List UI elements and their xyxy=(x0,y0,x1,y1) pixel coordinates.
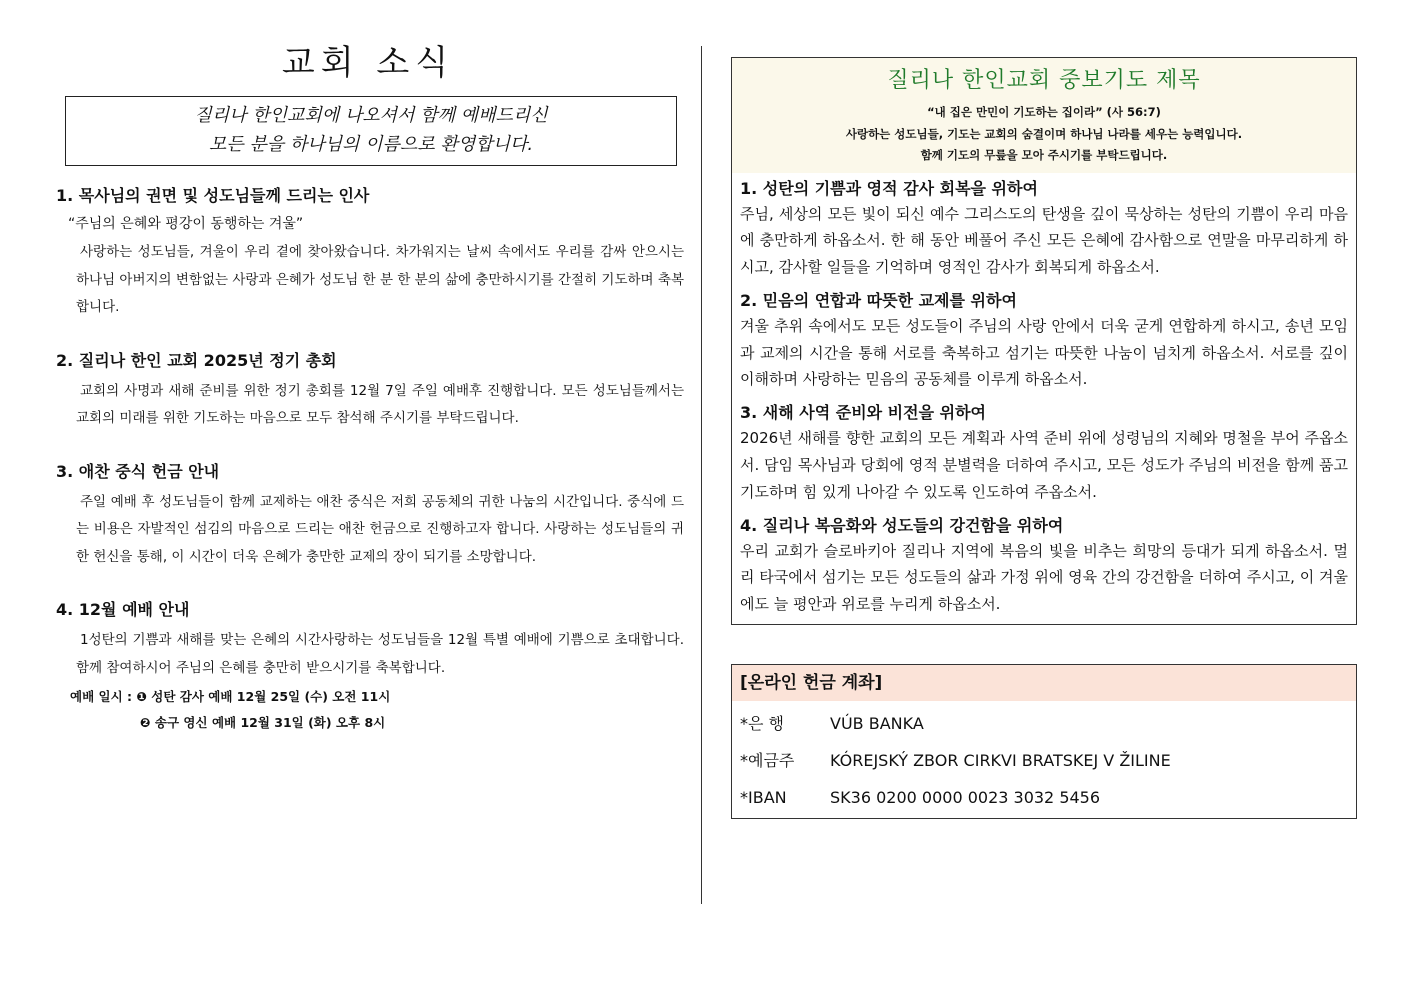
bank-value: KÓREJSKÝ ZBOR CIRKVI BRATSKEJ V ŽILINE xyxy=(830,751,1171,771)
bank-row-bank xyxy=(740,705,1348,742)
schedule-line: ❷ 송구 영신 예배 12월 31일 (화) 오후 8시 xyxy=(140,715,386,730)
worship-schedule xyxy=(52,684,684,736)
bank-value: SK36 0200 0000 0023 3032 5456 xyxy=(830,788,1101,808)
prayer-body: 2026년 새해를 향한 교회의 모든 계획과 사역 준비 위에 성령님의 지혜와 명철을 부어 주옵소서. 담임 목사님과 당회에 영적 분별력을 더하여 주시고, 모든 성도가 주님의 비전을 함께 품고 기도하며 힘 있게 나아갈 수 있도록 인도하여 주옵소서. xyxy=(740,429,1348,501)
prayer-body: 겨울 추위 속에서도 모든 성도들이 주님의 사랑 안에서 더욱 굳게 연합하게 하시고, 송년 모임과 교제의 시간을 통해 서로를 축복하고 섬기는 따뜻한 나눔이 넘치게 하옵소서. 서로를 깊이 이해하며 사랑하는 믿음의 공동체를 이루게 하옵소서. xyxy=(740,316,1348,389)
bank-row-holder xyxy=(740,742,1348,779)
welcome-line: 질리나 한인교회에 나오셔서 함께 예배드리신 xyxy=(194,105,548,126)
welcome-box xyxy=(65,96,677,166)
notice-heading: 3. 애찬 중식 헌금 안내 xyxy=(56,461,220,481)
notice-heading: 1. 목사님의 권면 및 성도님들께 드리는 인사 xyxy=(56,186,370,205)
bank-value: VÚB BANKA xyxy=(830,714,924,734)
prayer-intro-line: “내 집은 만민이 기도하는 집이라” (사 56:7) xyxy=(927,105,1161,119)
notice-body: 주일 예배 후 성도님들이 함께 교제하는 애찬 중식은 저희 공동체의 귀한 나눔의 시간입니다. 중식에 드는 비용은 자발적인 섬김의 마음으로 드리는 애찬 헌금으로 진행하고자 합니다. 사랑하는 성도님들의 귀한 헌신을 통해, 이 시간이 더욱 은혜가 충만한 교제의 장이 되기를 소망합니다. xyxy=(76,493,684,565)
prayer-body: 우리 교회가 슬로바키아 질리나 지역에 복음의 빛을 비추는 희망의 등대가 되게 하옵소서. 멀리 타국에서 섬기는 모든 성도들의 삶과 가정 위에 영육 간의 강건함을 더하여 주시고, 이 겨울에도 늘 평안과 위로를 누리게 하옵소서. xyxy=(740,541,1348,614)
notice-1 xyxy=(52,185,684,322)
prayer-body: 주님, 세상의 모든 빛이 되신 예수 그리스도의 탄생을 깊이 묵상하는 성탄의 기쁨이 우리 마음에 충만하게 하옵소서. 한 해 동안 베풀어 주신 모든 은혜에 감사함으로 연말을 마무리하게 하시고, 감사할 일들을 기억하며 영적인 감사가 회복되게 하옵소서. xyxy=(740,204,1348,277)
prayer-heading: 1. 성탄의 기쁨과 영적 감사 회복을 위하여 xyxy=(740,178,1038,198)
bank-row-iban xyxy=(740,779,1348,816)
bank-details xyxy=(732,701,1356,818)
page-title: 교회 소식 xyxy=(281,43,455,83)
prayer-item xyxy=(740,401,1348,505)
prayer-list xyxy=(732,173,1356,625)
notice-2 xyxy=(52,350,684,433)
notice-3 xyxy=(52,461,684,572)
prayer-heading: 3. 새해 사역 준비와 비전을 위하여 xyxy=(740,403,986,423)
notice-heading: 2. 질리나 한인 교회 2025년 정기 총회 xyxy=(56,350,337,370)
prayer-intro-line: 함께 기도의 무릎을 모아 주시기를 부탁드립니다. xyxy=(920,148,1168,162)
bank-label: *IBAN xyxy=(740,788,787,808)
prayer-title: 질리나 한인교회 중보기도 제목 xyxy=(887,68,1201,93)
welcome-line: 모든 분을 하나님의 이름으로 환영합니다. xyxy=(208,134,534,155)
notice-body: 1성탄의 기쁨과 새해를 맞는 은혜의 시간사랑하는 성도님들을 12월 특별 예배에 기쁨으로 초대합니다. 함께 참여하시어 주님의 은혜를 충만히 받으시기를 축복합니다. xyxy=(76,632,684,676)
bank-account-box xyxy=(731,664,1357,819)
notice-body: 사랑하는 성도님들, 겨울이 우리 곁에 찾아왔습니다. 차가워지는 날씨 속에서도 우리를 감싸 안으시는 하나님 아버지의 변함없는 사랑과 은혜가 성도님 한 분 한 분의 삶에 충만하시기를 간절히 기도하며 축복합니다. xyxy=(76,244,684,315)
notice-subtitle: “주님의 은혜와 평강이 동행하는 겨울” xyxy=(68,216,304,232)
bank-title: [온라인 헌금 계좌] xyxy=(732,665,1356,701)
prayer-intro-line: 사랑하는 성도님들, 기도는 교회의 숨결이며 하나님 나라를 세우는 능력입니다. xyxy=(845,126,1243,141)
prayer-heading: 4. 질리나 복음화와 성도들의 강건함을 위하여 xyxy=(740,515,1064,535)
schedule-line: 예배 일시 : ❶ 성탄 감사 예배 12월 25일 (수) 오전 11시 xyxy=(70,689,391,704)
prayer-header xyxy=(732,58,1356,173)
column-divider xyxy=(701,46,702,904)
bank-label: *은 행 xyxy=(740,714,784,734)
notice-body: 교회의 사명과 새해 준비를 위한 정기 총회를 12월 7일 주일 예배후 진행합니다. 모든 성도님들께서는 교회의 미래를 위한 기도하는 마음으로 모두 참석해 주시기를 부탁드립니다. xyxy=(76,382,684,426)
notice-heading: 4. 12월 예배 안내 xyxy=(56,600,190,619)
prayer-item xyxy=(740,289,1348,393)
church-news-column xyxy=(52,40,684,736)
notice-4 xyxy=(52,599,684,736)
prayer-box xyxy=(731,57,1357,625)
prayer-column xyxy=(731,57,1357,819)
bank-label: *예금주 xyxy=(740,751,795,771)
prayer-heading: 2. 믿음의 연합과 따뜻한 교제를 위하여 xyxy=(740,290,1017,310)
prayer-item xyxy=(740,177,1348,281)
prayer-item xyxy=(740,514,1348,618)
